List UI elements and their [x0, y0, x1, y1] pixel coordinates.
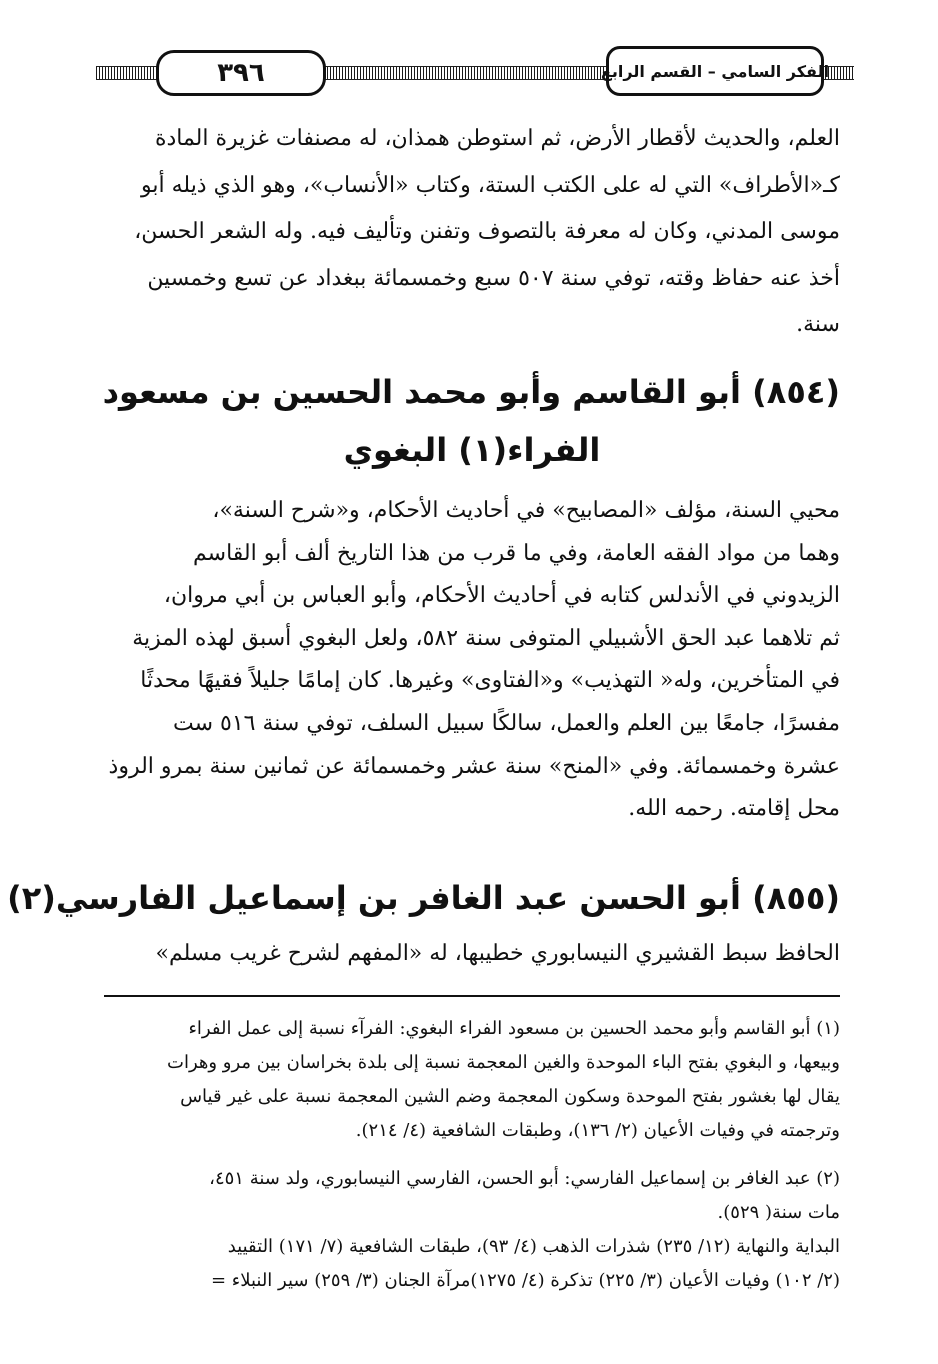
text-line: محل إقامته. رحمه الله.: [628, 796, 840, 822]
footnote-1-line: وترجمته في وفيات الأعيان (٢/ ١٣٦)، وطبقات الشافعية (٤/ ٢١٤).: [355, 1120, 840, 1141]
entry-855-heading: (٨٥٥) أبو الحسن عبد الغافر بن إسماعيل الفارسي(٢): [7, 879, 840, 917]
running-title: الفكر السامي – القسم الرابع: [600, 61, 830, 81]
page-number-frame: [156, 50, 326, 96]
running-header: [96, 44, 854, 100]
intro-paragraph: [104, 116, 840, 349]
entry-854-body: [104, 490, 840, 831]
text-line: العلم، والحديث لأقطار الأرض، ثم استوطن همذان، له مصنفات غزيرة المادة: [154, 126, 840, 151]
text-line: الحافظ سبط القشيري النيسابوري خطيبها، له «المفهم لشرح غريب مسلم»: [155, 941, 840, 966]
text-line: سنة.: [796, 312, 840, 337]
entry-854-heading-line-1: (٨٥٤) أبو القاسم وأبو محمد الحسين بن مسعود: [102, 373, 840, 411]
text-line: مفسرًا، جامعًا بين العلم والعمل، سالكًا سبيل السلف، توفي سنة ٥١٦ ست: [173, 710, 840, 736]
text-line: أخذ عنه حفاظ وقته، توفي سنة ٥٠٧ سبع وخمسمائة ببغداد عن تسع وخمسين: [147, 265, 840, 291]
footnote-separator: [104, 995, 840, 997]
entry-854-heading-line-2: الفراء(١) البغوي: [343, 431, 601, 469]
footnote-gap: [104, 1148, 840, 1162]
footnote-2-line: مات سنة( ٥٢٩).: [717, 1202, 840, 1223]
text-line: الزيدوني في الأندلس كتابه في أحاديث الأحكام، وأبو العباس بن أبي مروان،: [163, 583, 840, 609]
footnote-2-line: (٢) عبد الغافر بن إسماعيل الفارسي: أبو الحسن، الفارسي النيسابوري، ولد سنة ٤٥١،: [209, 1168, 840, 1189]
text-line: ثم تلاهما عبد الحق الأشبيلي المتوفى سنة ٥٨٢، ولعل البغوي أسبق لهذه المزية: [132, 625, 840, 651]
entry-855-body: [104, 932, 840, 976]
footnote-2-line: (٢/ ١٠٢) وفيات الأعيان (٣/ ٢٢٥) تذكرة (٤/ ١٢٧٥)مرآة الجنان (٣/ ٢٥٩) سير النبلاء =: [210, 1270, 840, 1291]
footnote-1-line: يقال لها بغشور بفتح الموحدة وسكون المعجمة وضم الشين المعجمة نسبة على غير قياس: [180, 1086, 840, 1107]
page-number: ٣٩٦: [217, 58, 265, 88]
text-line: كـ«الأطراف» التي له على الكتب الستة، وكتاب «الأنساب»، وهو الذي ذيله أبو: [141, 172, 840, 198]
footnote-2-line: البداية والنهاية (١٢/ ٢٣٥) شذرات الذهب (٤/ ٩٣)، طبقات الشافعية (٧/ ١٧١) التقييد: [227, 1236, 840, 1257]
footnote-1-line: وبيعها، و البغوي بفتح الباء الموحدة والغين المعجمة نسبة إلى بلدة بخراسان بين مرو وهرات: [167, 1052, 840, 1073]
text-line: عشرة وخمسمائة. وفي «المنح» سنة عشر وخمسمائة عن ثمانين سنة بمرو الروذ: [108, 753, 840, 779]
text-line: موسى المدني، وكان له معرفة بالتصوف وتفنن وتأليف فيه. وله الشعر الحسن،: [134, 219, 840, 244]
text-line: في المتأخرين، وله« التهذيب» و«الفتاوى» وغيرها. كان إمامًا جليلاً فقيهًا محدثًا: [140, 668, 840, 694]
footnotes: [104, 1012, 840, 1298]
text-line: محيي السنة، مؤلف «المصابيح» في أحاديث الأحكام، و«شرح السنة»،: [212, 498, 840, 523]
text-line: وهما من مواد الفقه العامة، وفي ما قرب من هذا التاريخ ألف أبو القاسم: [193, 540, 840, 566]
footnote-1-line: (١) أبو القاسم وأبو محمد الحسين بن مسعود الفراء البغوي: الفرآء نسبة إلى عمل الفراء: [188, 1018, 840, 1039]
running-title-frame: [600, 46, 830, 96]
